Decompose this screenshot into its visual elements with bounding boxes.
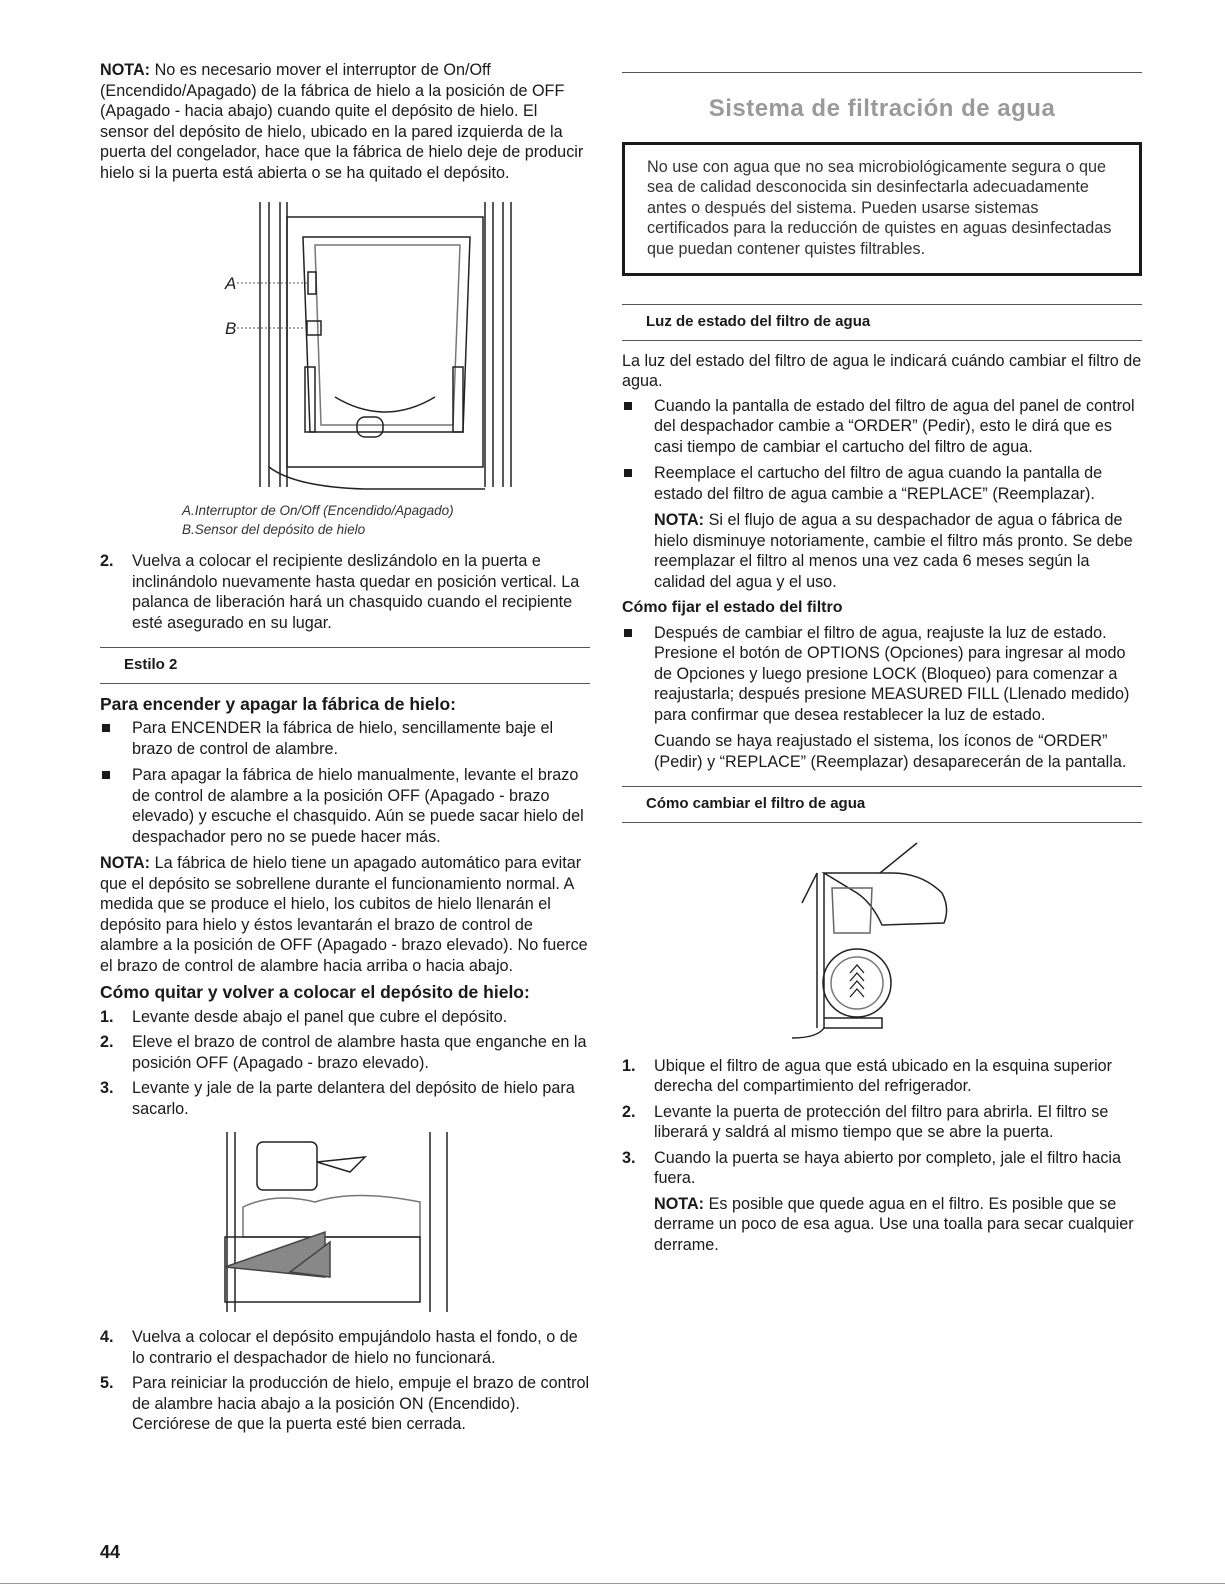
nota-label: NOTA: — [654, 511, 705, 529]
nota-label: NOTA: — [100, 854, 151, 872]
label-b: B — [225, 319, 237, 338]
step-number: 3. — [100, 1079, 114, 1097]
change-step — [622, 1102, 1142, 1143]
nota-power — [100, 853, 590, 976]
nota-label: NOTA: — [100, 61, 151, 79]
step-text: Cuando la puerta se haya abierto por completo, jale el filtro hacia fuera. — [654, 1148, 1122, 1187]
bottom-rule — [0, 1583, 1225, 1584]
reset-heading: Cómo fijar el estado del filtro — [622, 599, 843, 616]
bullet-text: Para apagar la fábrica de hielo manualmente, levante el brazo de control de alambre a la posición OFF (Apagado - brazo elevado) y escuche el chasquido. Aún se puede sacar hielo del despachador pero no se puede hacer más. — [132, 766, 584, 846]
nota-change — [622, 1194, 1142, 1256]
final-step — [100, 1373, 590, 1435]
change-step — [622, 1148, 1142, 1189]
power-bullet — [100, 765, 590, 847]
caption-b: B.Sensor del depósito de hielo — [182, 522, 366, 537]
step-text: Levante la puerta de protección del filtro para abrirla. El filtro se liberará y saldrá al mismo tiempo que se abre la puerta. — [654, 1102, 1109, 1141]
estilo-heading: Estilo 2 — [100, 647, 590, 684]
remove-step — [100, 1007, 590, 1028]
step-text: Vuelva a colocar el depósito empujándolo hasta el fondo, o de lo contrario el despachador de hielo no funcionará. — [132, 1328, 578, 1367]
nota-text: No es necesario mover el interruptor de On/Off (Encendido/Apagado) de la fábrica de hielo a la posición de OFF (Apagado - hacia abajo) cuando quite el depósito de hielo. El sensor del depósito de hielo, ubicado en la pared izquierda de la puerta del congelador, hace que la fábrica de hielo deje de producir hielo si la puerta está abierta o se ha quitado el depósito. — [100, 61, 584, 182]
bullet-text: Después de cambiar el filtro de agua, reajuste la luz de estado. Presione el botón de OPTIONS (Opciones) para ingresar al modo de Opciones y luego presione LOCK (Bloqueo) para comenzar a reajustarla; después presione MEASURED FILL (Llenado medido) para confirmar que desea restablecer la luz de estado. — [654, 623, 1130, 724]
nota-text: Es posible que quede agua en el filtro. Es posible que se derrame un poco de esa agua. Use una toalla para secar cualquier derrame. — [654, 1194, 1134, 1254]
step-text: Eleve el brazo de control de alambre hasta que enganche en la posición OFF (Apagado - brazo elevado). — [132, 1033, 587, 1072]
warning-box: No use con agua que no sea microbiológicamente segura o que sea de calidad desconocida sin desinfectarla adecuadamente antes o después del sistema. Pueden usarse sistemas certificados para la reducción de quistes en aguas desinfectadas que puedan contener quistes filtrables. — [622, 142, 1142, 277]
bullet-text: Para ENCENDER la fábrica de hielo, sencillamente baje el brazo de control de alambre. — [132, 719, 554, 758]
change-step — [622, 1056, 1142, 1097]
caption-a: A.Interruptor de On/Off (Encendido/Apagado) — [182, 503, 454, 518]
ice-bin-removal-figure — [215, 1127, 475, 1317]
status-bullet — [622, 463, 1142, 504]
status-intro: La luz del estado del filtro de agua le indicará cuándo cambiar el filtro de agua. — [622, 351, 1142, 390]
change-heading: Cómo cambiar el filtro de agua — [622, 786, 1142, 823]
step-2 — [100, 551, 590, 633]
label-a: A — [225, 274, 237, 293]
bullet-mark — [624, 629, 632, 637]
power-heading: Para encender y apagar la fábrica de hielo: — [100, 693, 456, 714]
nota-status — [622, 510, 1142, 592]
right-column — [622, 72, 1142, 1260]
section-title: Sistema de filtración de agua — [622, 72, 1142, 142]
remove-step — [100, 1032, 590, 1073]
step-number: 5. — [100, 1374, 114, 1392]
bullet-mark — [624, 469, 632, 477]
step-number: 3. — [622, 1148, 636, 1167]
step-number: 2. — [100, 552, 114, 570]
status-bullet — [622, 396, 1142, 458]
step-text: Vuelva a colocar el recipiente deslizándolo en la puerta e inclinándolo nuevamente hasta quedar en posición vertical. La palanca de liberación hará un chasquido cuando el recipiente esté asegurado en su lugar. — [132, 552, 580, 632]
step-text: Levante desde abajo el panel que cubre el depósito. — [132, 1007, 508, 1026]
nota-label: NOTA: — [654, 1194, 705, 1213]
step-number: 4. — [100, 1328, 114, 1346]
step-number: 2. — [622, 1102, 636, 1121]
bullet-text: Cuando la pantalla de estado del filtro de agua del panel de control del despachador cambie a “ORDER” (Pedir), esto le dirá que es casi tiempo de cambiar el cartucho del filtro de agua. — [654, 396, 1135, 456]
nota-text: La fábrica de hielo tiene un apagado automático para evitar que el depósito se sobrellene durante el funcionamiento normal. A medida que se produce el hielo, los cubitos de hielo llenarán el depósito para hielo y éstos levantarán el brazo de control de alambre a la posición de OFF (Apagado - brazo elevado). No fuerce el brazo de control de alambre hacia arriba o hacia abajo. — [100, 854, 588, 975]
step-text: Levante y jale de la parte delantera del depósito de hielo para sacarlo. — [132, 1079, 575, 1118]
figure-caption — [182, 501, 590, 539]
bullet-text: Reemplace el cartucho del filtro de agua cuando la pantalla de estado del filtro de agua cambie a “REPLACE” (Reemplazar). — [654, 464, 1103, 503]
nota-text: Si el flujo de agua a su despachador de agua o fábrica de hielo disminuye notoriamente, cambie el filtro más pronto. Se debe reemplazar el filtro al menos una vez cada 6 meses según la calidad del agua y el uso. — [654, 511, 1133, 591]
step-number: 1. — [622, 1056, 636, 1075]
power-bullet — [100, 718, 590, 759]
remove-heading: Cómo quitar y volver a colocar el depósito de hielo: — [100, 982, 530, 1002]
bullet-mark — [624, 402, 632, 410]
step-text: Para reiniciar la producción de hielo, empuje el brazo de control de alambre hacia abajo a la posición ON (Encendido). Cerciórese de que la puerta esté bien cerrada. — [132, 1374, 590, 1433]
left-column — [100, 60, 590, 1440]
step-text: Ubique el filtro de agua que está ubicado en la esquina superior derecha del compartimiento del refrigerador. — [654, 1056, 1113, 1095]
step-number: 2. — [100, 1033, 114, 1051]
remove-step — [100, 1078, 590, 1119]
water-filter-figure — [762, 833, 1002, 1048]
final-step — [100, 1327, 590, 1368]
reset-bullet — [622, 623, 1142, 726]
bullet-mark — [102, 771, 110, 779]
step-number: 1. — [100, 1007, 114, 1026]
bullet-mark — [102, 724, 110, 732]
nota-intro — [100, 60, 590, 183]
ice-bin-sensor-figure — [145, 197, 545, 497]
page-number: 44 — [100, 1542, 121, 1562]
reset-note: Cuando se haya reajustado el sistema, los íconos de “ORDER” (Pedir) y “REPLACE” (Reemplazar) desaparecerán de la pantalla. — [654, 732, 1127, 771]
status-heading: Luz de estado del filtro de agua — [622, 304, 1142, 341]
